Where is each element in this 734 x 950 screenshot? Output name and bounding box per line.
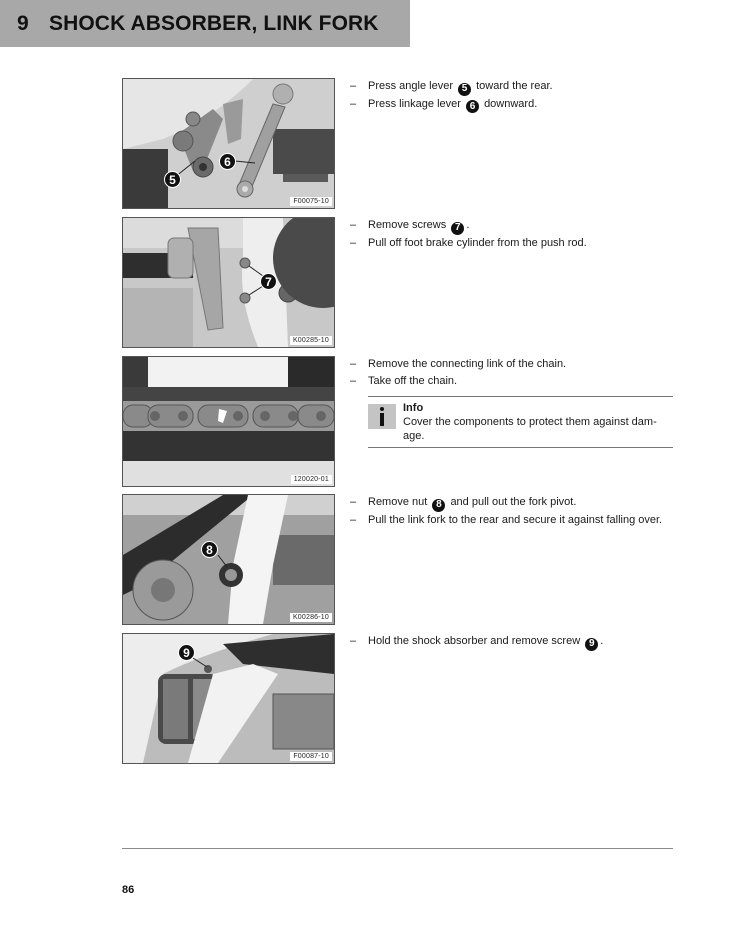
photo-angle-linkage-levers <box>122 78 335 209</box>
procedure-step-4 <box>122 494 674 624</box>
photo-fork-pivot-nut <box>122 494 335 625</box>
instruction-list <box>350 78 674 113</box>
instruction-list <box>350 494 674 528</box>
photo-shock-absorber-screw <box>122 633 335 764</box>
callout-7: 7 <box>260 273 277 290</box>
procedure-step-1 <box>122 78 674 208</box>
info-note <box>368 396 673 448</box>
photo-illustration <box>123 495 334 624</box>
callout-5: 5 <box>164 171 181 188</box>
photo-chain-connecting-link <box>122 356 335 487</box>
photo-illustration <box>123 218 334 347</box>
image-caption: F00087-10 <box>290 752 332 761</box>
photo-illustration <box>123 634 334 763</box>
instruction-item: – Pull off foot brake cylinder from the push rod. <box>350 236 587 249</box>
image-caption: F00075-10 <box>290 197 332 206</box>
reference-badge: 8 <box>432 499 445 512</box>
callout-9: 9 <box>178 644 195 661</box>
info-text: Cover the components to protect them against dam-age. <box>403 416 657 442</box>
reference-badge: 5 <box>458 83 471 96</box>
instruction-item: – Pull the link fork to the rear and secure it against falling over. <box>350 513 663 526</box>
footer-divider <box>122 848 673 849</box>
callout-6: 6 <box>219 153 236 170</box>
instruction-item: – Press angle lever 5 toward the rear. <box>350 80 553 94</box>
photo-illustration <box>123 79 334 208</box>
page-number: 86 <box>122 884 135 896</box>
reference-badge: 7 <box>451 222 464 235</box>
image-caption: K00286-10 <box>290 613 332 622</box>
chapter-title: SHOCK ABSORBER, LINK FORK <box>49 11 379 35</box>
procedure-step-3 <box>122 356 674 486</box>
info-icon <box>368 404 396 429</box>
photo-illustration <box>123 357 334 486</box>
info-title: Info <box>403 402 424 414</box>
instruction-list <box>350 633 674 651</box>
instruction-item: – Remove nut 8 and pull out the fork pivot. <box>350 496 577 510</box>
image-caption: 120020-01 <box>291 475 332 484</box>
instruction-list <box>350 356 674 448</box>
procedure-step-5 <box>122 633 674 763</box>
image-caption: K00285-10 <box>290 336 332 345</box>
instruction-item: – Take off the chain. <box>350 374 458 387</box>
chapter-number: 9 <box>17 11 29 35</box>
chapter-header <box>0 0 410 47</box>
procedure-step-2 <box>122 217 674 347</box>
photo-foot-brake-cylinder <box>122 217 335 348</box>
instruction-item: – Remove the connecting link of the chain. <box>350 358 567 370</box>
reference-badge: 9 <box>585 638 598 651</box>
instruction-item: – Press linkage lever 6 downward. <box>350 97 538 112</box>
reference-badge: 6 <box>466 100 479 113</box>
instruction-list <box>350 217 674 251</box>
instruction-item: – Hold the shock absorber and remove screw 9 . <box>350 635 604 649</box>
instruction-item: – Remove screws 7 . <box>350 219 470 233</box>
callout-8: 8 <box>201 541 218 558</box>
